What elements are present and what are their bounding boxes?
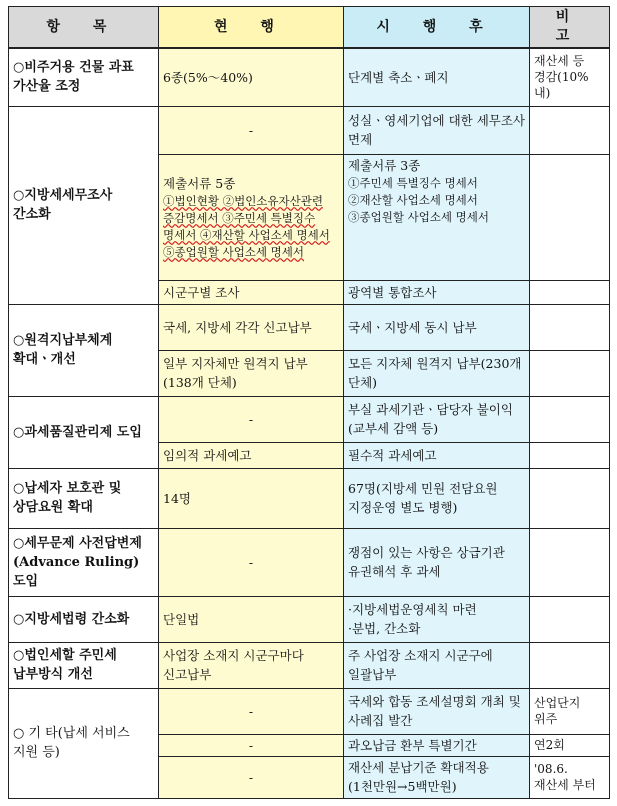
- row-note: [530, 442, 610, 468]
- row-note: 연2회: [530, 734, 610, 756]
- row-note: [530, 154, 610, 280]
- row-after: 주 사업장 소재지 시군구에 일괄납부: [344, 642, 530, 688]
- row-note: [530, 280, 610, 304]
- row-item: ○원격지납부체계 확대ㆍ개선: [9, 304, 159, 396]
- table-row: [9, 528, 610, 596]
- after-line: ·지방세법운영세칙 마련: [348, 602, 477, 617]
- row-note: [530, 106, 610, 154]
- row-after: [344, 596, 530, 642]
- table-row: [9, 396, 610, 442]
- header-row: [9, 7, 610, 49]
- table-row: [9, 304, 610, 350]
- after-line: ③종업원할 사업소세 명세서: [348, 209, 490, 224]
- row-note: [530, 642, 610, 688]
- row-current: 단일법: [159, 596, 344, 642]
- row-after: 과오납금 환부 특별기간: [344, 734, 530, 756]
- row-current: 14명: [159, 468, 344, 528]
- row-after: 부실 과세기관ㆍ담당자 불이익(교부세 감액 등): [344, 396, 530, 442]
- after-line: ·분법, 간소화: [348, 621, 421, 636]
- row-current: -: [159, 734, 344, 756]
- row-current: 시군구별 조사: [159, 280, 344, 304]
- table-row: [9, 642, 610, 688]
- after-title: 제출서류 3종: [348, 157, 421, 173]
- row-after: 국세와 합동 조세설명회 개최 및 사례집 발간: [344, 688, 530, 734]
- row-current: -: [159, 688, 344, 734]
- row-item: ○세무문제 사전답변제(Advance Ruling) 도입: [9, 528, 159, 596]
- row-note: [530, 304, 610, 350]
- row-current: 임의적 과세예고: [159, 442, 344, 468]
- row-note: [530, 596, 610, 642]
- row-item: ○법인세할 주민세 납부방식 개선: [9, 642, 159, 688]
- row-current: 국세, 지방세 각각 신고납부: [159, 304, 344, 350]
- row-note: [530, 396, 610, 442]
- table-row: [9, 106, 610, 154]
- row-after: 단계별 축소ㆍ폐지: [344, 48, 530, 106]
- row-current: 사업장 소재지 시군구마다 신고납부: [159, 642, 344, 688]
- after-line: ①주민세 특별징수 명세서: [348, 175, 478, 190]
- header-after: 시 행 후: [344, 7, 530, 49]
- row-note: [530, 468, 610, 528]
- row-note: '08.6. 재산세 부터: [530, 756, 610, 798]
- row-current: 일부 지자체만 원격지 납부(138개 단체): [159, 350, 344, 396]
- current-title: 제출서류 5종: [163, 175, 236, 191]
- row-after: 성실ㆍ영세기업에 대한 세무조사 면제: [344, 106, 530, 154]
- row-note: 산업단지 위주: [530, 688, 610, 734]
- row-current: -: [159, 756, 344, 798]
- row-after: 재산세 분납기준 확대적용(1천만원→5백만원): [344, 756, 530, 798]
- current-detail: ①법인현황 ②법인소유자산관련 증감명세서 ③주민세 특별징수 명세서 ④재산할 사업소세 명세서 ⑤종업원할 사업소세 명세서: [163, 193, 330, 259]
- row-note: [530, 350, 610, 396]
- row-after: [344, 154, 530, 280]
- header-item: 항 목: [9, 7, 159, 49]
- row-item: ○납세자 보호관 및 상담요원 확대: [9, 468, 159, 528]
- table-row: [9, 468, 610, 528]
- header-current: 현 행: [159, 7, 344, 49]
- header-note: 비 고: [530, 7, 610, 49]
- table-row: [9, 596, 610, 642]
- row-current: -: [159, 106, 344, 154]
- row-after: 모든 지자체 원격지 납부(230개 단체): [344, 350, 530, 396]
- row-item: ○비주거용 건물 과표 가산율 조정: [9, 48, 159, 106]
- row-item: ○ 기 타(납세 서비스 지원 등): [9, 688, 159, 798]
- after-line: ②재산할 사업소세 명세서: [348, 192, 478, 207]
- row-after: 필수적 과세예고: [344, 442, 530, 468]
- comparison-table: [8, 6, 610, 799]
- row-note: 재산세 등 경감(10% 내): [530, 48, 610, 106]
- row-current: 6종(5%～40%): [159, 48, 344, 106]
- table-row: [9, 688, 610, 734]
- row-current: [159, 154, 344, 280]
- row-item: ○지방세세무조사 간소화: [9, 106, 159, 304]
- row-after: 광역별 통합조사: [344, 280, 530, 304]
- row-current: -: [159, 396, 344, 442]
- row-after: 쟁점이 있는 사항은 상급기관 유권해석 후 과세: [344, 528, 530, 596]
- row-after: 67명(지방세 민원 전담요원 지정운영 별도 병행): [344, 468, 530, 528]
- row-item: ○과세품질관리제 도입: [9, 396, 159, 468]
- row-after: 국세ㆍ지방세 동시 납부: [344, 304, 530, 350]
- table-row: [9, 48, 610, 106]
- row-note: [530, 528, 610, 596]
- row-current: -: [159, 528, 344, 596]
- row-item: ○지방세법령 간소화: [9, 596, 159, 642]
